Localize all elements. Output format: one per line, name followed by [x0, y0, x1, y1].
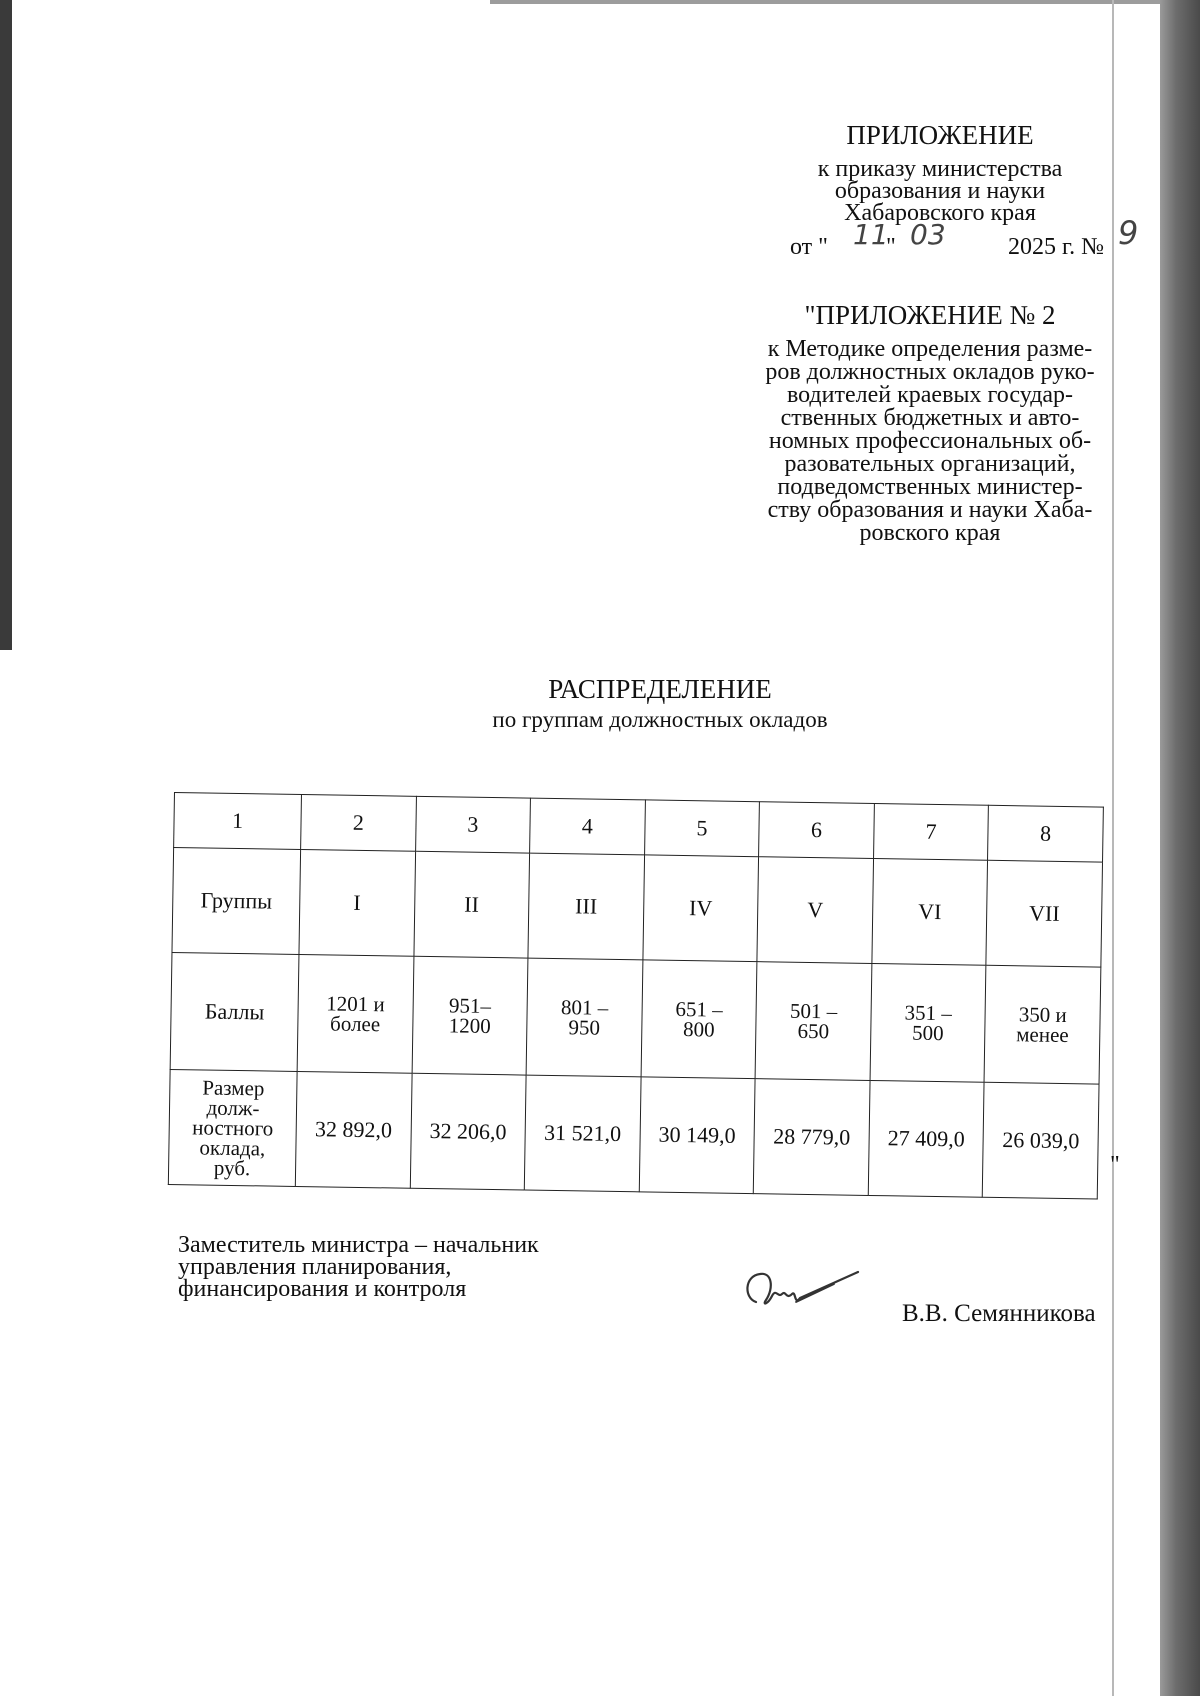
- points-text: 500: [911, 1020, 944, 1046]
- points-text: 1200: [448, 1013, 491, 1039]
- points-text: 650: [797, 1018, 830, 1044]
- order-date-month: 03: [910, 218, 946, 251]
- column-number-cell: 7: [873, 803, 988, 860]
- order-date-day: 11: [853, 218, 889, 251]
- salary-label-text: руб.: [213, 1155, 251, 1181]
- group-cell: V: [757, 857, 873, 964]
- appendix-order-line-3: Хабаровского края: [844, 200, 1036, 226]
- order-date-prefix: от ": [790, 234, 828, 260]
- points-cell: [984, 965, 1100, 1084]
- signer-position-line: финансирования и контроля: [178, 1276, 467, 1302]
- document-heading: [360, 673, 960, 735]
- points-text: 801 –: [560, 995, 609, 1020]
- salary-groups-table: [168, 792, 1104, 1200]
- salary-label-text: долж-: [206, 1095, 260, 1121]
- column-number-cell: 4: [530, 798, 645, 855]
- appendix2-header: [720, 300, 1140, 545]
- points-cell: [526, 958, 642, 1077]
- salary-value-cell: 26 039,0: [983, 1082, 1099, 1199]
- points-text: 651 –: [675, 996, 723, 1022]
- salary-value-cell: 32 892,0: [295, 1071, 411, 1188]
- signer-position: [178, 1234, 638, 1300]
- signer-name: В.В. Семянникова: [902, 1300, 1096, 1327]
- salary-value-cell: 32 206,0: [410, 1073, 526, 1190]
- appendix2-title: "ПРИЛОЖЕНИЕ № 2: [804, 300, 1056, 330]
- points-label-text: Баллы: [204, 998, 265, 1025]
- scan-shadow-left: [0, 0, 12, 650]
- points-cell: [870, 963, 986, 1082]
- appendix2-line: ственных бюджетных и авто-: [780, 405, 1080, 431]
- salary-value-cell: 27 409,0: [868, 1080, 984, 1197]
- points-cell: [297, 954, 413, 1073]
- appendix2-line: ству образования и науки Хаба-: [767, 497, 1093, 523]
- group-cell: IV: [643, 855, 759, 962]
- appendix2-line: к Методике определения разме-: [767, 336, 1093, 362]
- table-row-points: [170, 952, 1101, 1084]
- group-cell: I: [299, 849, 415, 956]
- points-cell: [755, 962, 871, 1081]
- points-text: более: [329, 1011, 381, 1037]
- group-cell: VI: [872, 858, 988, 965]
- appendix2-line: номных профессиональных об-: [768, 428, 1092, 454]
- salary-value-cell: 31 521,0: [524, 1075, 640, 1192]
- group-cell: II: [414, 851, 530, 958]
- handwritten-signature: [738, 1262, 868, 1318]
- points-text: менее: [1016, 1022, 1069, 1048]
- scan-shadow-top: [490, 0, 1160, 4]
- appendix2-line: подведомственных министер-: [777, 474, 1083, 500]
- signer-position-line: Заместитель министра – начальник: [178, 1232, 539, 1258]
- group-cell: VII: [986, 860, 1102, 967]
- points-text: 501 –: [789, 998, 838, 1024]
- salary-label-text: оклада,: [199, 1135, 266, 1161]
- appendix2-line: водителей краевых государ-: [786, 382, 1074, 408]
- salary-label-cell: [168, 1069, 297, 1186]
- salary-value-cell: 30 149,0: [639, 1077, 755, 1194]
- appendix-order-line-1: к приказу министерства: [817, 156, 1063, 182]
- points-text: 350 и: [1018, 1002, 1067, 1028]
- heading-subtitle: по группам должностных окладов: [492, 707, 828, 732]
- appendix-header: [760, 120, 1139, 262]
- table-row-salary: [168, 1069, 1099, 1199]
- column-number-cell: 5: [644, 800, 759, 857]
- closing-quote: ": [1110, 1152, 1120, 1178]
- salary-label-text: Размер: [202, 1075, 265, 1101]
- points-text: 951–: [448, 993, 492, 1019]
- points-text: 950: [568, 1015, 601, 1040]
- table-row-groups: [172, 848, 1103, 968]
- groups-label-cell: Группы: [172, 848, 301, 955]
- group-cell: III: [528, 853, 644, 960]
- column-number-cell: 1: [174, 793, 302, 850]
- column-number-cell: 3: [415, 796, 530, 853]
- order-date-year: 2025 г. №: [1008, 234, 1105, 260]
- column-number-cell: 6: [759, 802, 874, 859]
- points-cell: [641, 960, 757, 1079]
- points-label-cell: [170, 952, 299, 1071]
- appendix2-text: [740, 338, 1120, 545]
- salary-label-text: ностного: [191, 1115, 274, 1141]
- points-cell: [412, 956, 528, 1075]
- appendix2-line: ров должностных окладов руко-: [765, 359, 1095, 385]
- column-number-cell: 2: [301, 795, 416, 852]
- scan-shadow-right: [1160, 0, 1200, 1696]
- heading-title: РАСПРЕДЕЛЕНИЕ: [548, 674, 772, 704]
- salary-value-cell: 28 779,0: [754, 1079, 870, 1196]
- column-number-cell: 8: [988, 805, 1103, 862]
- order-date-line: [760, 214, 1139, 262]
- order-date-quote: ": [886, 234, 896, 260]
- points-text: 1201 и: [326, 991, 385, 1017]
- points-text: 351 –: [904, 1000, 953, 1026]
- order-number: 9: [1118, 214, 1139, 252]
- appendix-order-line-2: образования и науки: [834, 178, 1046, 204]
- appendix2-line: ровского края: [859, 520, 1001, 546]
- points-text: 800: [682, 1017, 715, 1042]
- appendix-title: ПРИЛОЖЕНИЕ: [846, 120, 1034, 150]
- appendix2-line: разовательных организаций,: [784, 451, 1076, 477]
- signer-position-line: управления планирования,: [178, 1254, 452, 1280]
